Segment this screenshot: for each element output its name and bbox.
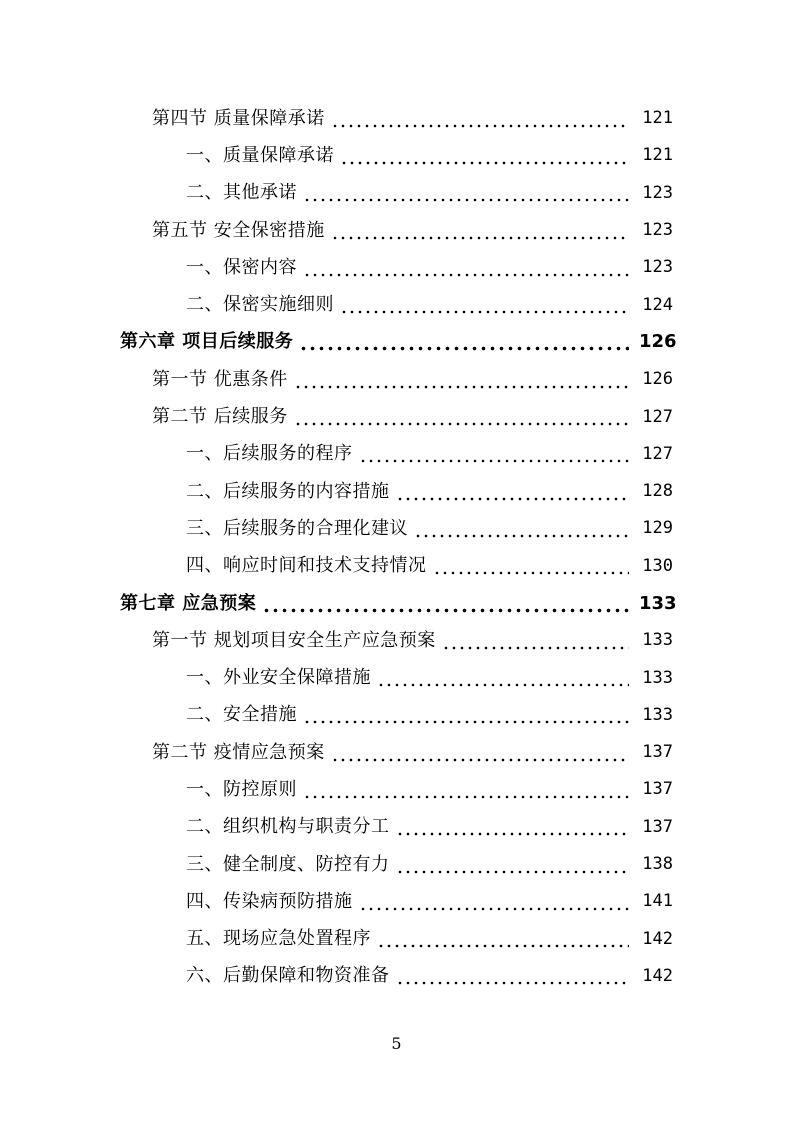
toc-section-entry[interactable] [0, 361, 793, 398]
dot-leader [414, 520, 629, 538]
toc-entry-label: 第六章 项目后续服务 [120, 331, 294, 353]
toc-subsection-entry[interactable] [0, 249, 793, 286]
toc-subsection-entry[interactable] [0, 286, 793, 323]
toc-entry-page: 137 [642, 742, 673, 763]
toc-entry-label: 三、健全制度、防控有力 [186, 853, 390, 875]
dot-leader [396, 856, 630, 874]
toc-entry-label: 二、安全措施 [186, 704, 297, 726]
toc-subsection-entry[interactable] [0, 846, 793, 883]
dot-leader [340, 296, 629, 314]
toc-entry-label: 一、质量保障承诺 [186, 144, 334, 166]
toc-entry-label: 五、现场应急处置程序 [186, 928, 371, 950]
toc-entry-page: 133 [642, 630, 673, 651]
toc-entry-page: 142 [642, 928, 673, 949]
toc-entry-page: 141 [642, 891, 673, 912]
toc-entry-label: 第七章 应急预案 [120, 592, 257, 614]
toc-entry-label: 一、外业安全保障措施 [186, 667, 371, 689]
dot-leader [340, 147, 629, 165]
table-of-contents [0, 100, 793, 995]
toc-entry-page: 127 [642, 443, 673, 464]
toc-entry-label: 三、后续服务的合理化建议 [186, 517, 408, 539]
toc-entry-page: 133 [642, 667, 673, 688]
toc-entry-label: 二、组织机构与职责分工 [186, 816, 390, 838]
toc-entry-label: 二、其他承诺 [186, 182, 297, 204]
toc-entry-page: 126 [639, 331, 677, 353]
dot-leader [262, 595, 629, 613]
dot-leader [359, 445, 630, 463]
toc-entry-label: 第一节 规划项目安全生产应急预案 [152, 629, 436, 651]
toc-subsection-entry[interactable] [0, 473, 793, 510]
toc-entry-label: 一、防控原则 [186, 778, 297, 800]
toc-entry-label: 第一节 优惠条件 [152, 368, 288, 390]
toc-entry-page: 124 [642, 294, 673, 315]
toc-subsection-entry[interactable] [0, 137, 793, 174]
toc-chapter-entry[interactable] [0, 324, 793, 361]
toc-entry-page: 123 [642, 220, 673, 241]
toc-subsection-entry[interactable] [0, 883, 793, 920]
toc-chapter-entry[interactable] [0, 585, 793, 622]
toc-entry-page: 126 [642, 369, 673, 390]
toc-subsection-entry[interactable] [0, 697, 793, 734]
dot-leader [396, 483, 630, 501]
toc-entry-page: 137 [642, 816, 673, 837]
toc-subsection-entry[interactable] [0, 659, 793, 696]
toc-entry-page: 133 [639, 592, 677, 614]
toc-entry-page: 129 [642, 518, 673, 539]
toc-entry-label: 第五节 安全保密措施 [152, 219, 325, 241]
toc-subsection-entry[interactable] [0, 809, 793, 846]
toc-section-entry[interactable] [0, 212, 793, 249]
toc-entry-page: 128 [642, 481, 673, 502]
toc-entry-page: 121 [642, 145, 673, 166]
toc-entry-label: 六、后勤保障和物资准备 [186, 965, 390, 987]
toc-entry-page: 130 [642, 555, 673, 576]
toc-entry-label: 一、后续服务的程序 [186, 443, 353, 465]
toc-subsection-entry[interactable] [0, 436, 793, 473]
toc-section-entry[interactable] [0, 100, 793, 137]
dot-leader [294, 408, 629, 426]
dot-leader [396, 818, 630, 836]
toc-entry-page: 127 [642, 406, 673, 427]
dot-leader [359, 893, 630, 911]
dot-leader [331, 744, 629, 762]
dot-leader [331, 222, 629, 240]
toc-subsection-entry[interactable] [0, 771, 793, 808]
page-number: 5 [391, 1034, 402, 1053]
toc-section-entry[interactable] [0, 398, 793, 435]
toc-entry-label: 四、传染病预防措施 [186, 890, 353, 912]
toc-entry-label: 第四节 质量保障承诺 [152, 107, 325, 129]
dot-leader [442, 632, 629, 650]
toc-entry-label: 一、保密内容 [186, 256, 297, 278]
toc-entry-label: 四、响应时间和技术支持情况 [186, 555, 427, 577]
toc-entry-page: 137 [642, 779, 673, 800]
dot-leader [294, 371, 629, 389]
dot-leader [299, 333, 629, 351]
toc-subsection-entry[interactable] [0, 175, 793, 212]
toc-entry-page: 142 [642, 965, 673, 986]
dot-leader [303, 781, 629, 799]
toc-subsection-entry[interactable] [0, 510, 793, 547]
toc-subsection-entry[interactable] [0, 921, 793, 958]
toc-entry-page: 133 [642, 704, 673, 725]
toc-entry-label: 二、保密实施细则 [186, 294, 334, 316]
dot-leader [303, 259, 629, 277]
toc-entry-page: 123 [642, 257, 673, 278]
toc-entry-label: 第二节 疫情应急预案 [152, 741, 325, 763]
dot-leader [377, 930, 629, 948]
dot-leader [331, 110, 629, 128]
toc-entry-label: 二、后续服务的内容措施 [186, 480, 390, 502]
toc-entry-page: 121 [642, 108, 673, 129]
toc-entry-page: 123 [642, 182, 673, 203]
dot-leader [377, 669, 629, 687]
toc-section-entry[interactable] [0, 734, 793, 771]
toc-subsection-entry[interactable] [0, 548, 793, 585]
toc-entry-label: 第二节 后续服务 [152, 406, 288, 428]
dot-leader [303, 706, 629, 724]
toc-entry-page: 138 [642, 854, 673, 875]
toc-section-entry[interactable] [0, 622, 793, 659]
dot-leader [433, 557, 630, 575]
dot-leader [303, 184, 629, 202]
toc-subsection-entry[interactable] [0, 958, 793, 995]
dot-leader [396, 967, 630, 985]
